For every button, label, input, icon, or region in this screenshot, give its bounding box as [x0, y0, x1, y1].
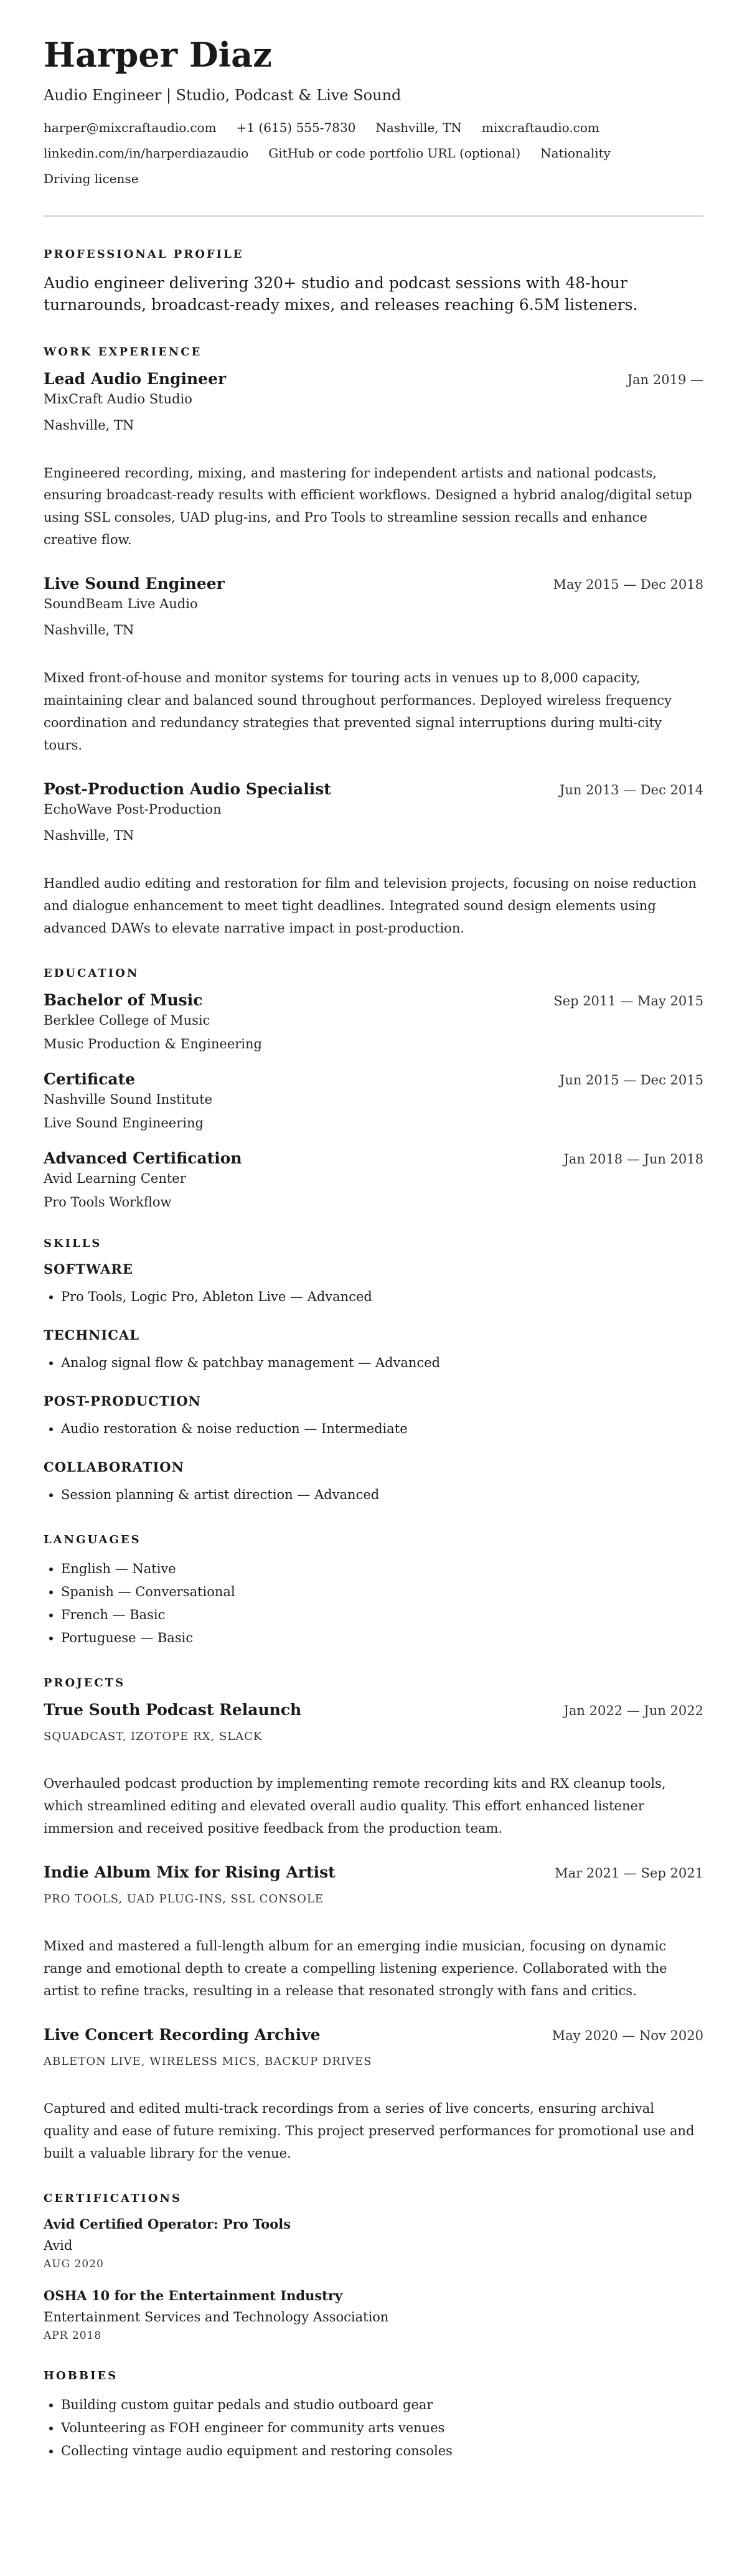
project-entry — [44, 1701, 703, 1840]
job-location: Nashville, TN — [44, 623, 134, 638]
project-dates: May 2020 — Nov 2020 — [552, 2028, 703, 2044]
section-title-projects: PROJECTS — [44, 1676, 126, 1690]
section-title-certifications: CERTIFICATIONS — [44, 2192, 182, 2206]
skill-item: • Pro Tools, Logic Pro, Ableton Live — Advanced — [61, 1286, 703, 1309]
education-entry — [44, 991, 703, 1051]
contact-website[interactable]: mixcraftaudio.com — [481, 120, 599, 135]
contact-github[interactable]: GitHub or code portfolio URL (optional) — [268, 145, 521, 161]
school-name: Avid Learning Center — [44, 1171, 186, 1187]
skill-group — [44, 1393, 703, 1441]
section-title-education: EDUCATION — [44, 967, 139, 980]
project-dates: Mar 2021 — Sep 2021 — [555, 1866, 703, 1881]
certification-name: OSHA 10 for the Entertainment Industry — [44, 2288, 343, 2304]
job-location: Nashville, TN — [44, 417, 134, 433]
job-title: Live Sound Engineer — [44, 575, 225, 593]
skill-item: • Analog signal flow & patchbay management — Advanced — [61, 1351, 703, 1375]
degree-title: Bachelor of Music — [44, 991, 203, 1010]
profile-section — [44, 248, 703, 316]
certification-entry — [44, 2216, 703, 2270]
certifications-section — [44, 2192, 703, 2342]
projects-section — [44, 1676, 703, 2165]
project-tech: PRO TOOLS, UAD PLUG-INS, SSL CONSOLE — [44, 1892, 324, 1906]
section-title-experience: WORK EXPERIENCE — [44, 345, 202, 359]
contact-linkedin[interactable]: linkedin.com/in/harperdiazaudio — [44, 145, 249, 161]
skill-category: TECHNICAL — [44, 1327, 139, 1343]
field-of-study: Live Sound Engineering — [44, 1116, 204, 1131]
language-item: • English — Native — [61, 1558, 703, 1581]
job-company: SoundBeam Live Audio — [44, 596, 198, 612]
hobby-item: • Building custom guitar pedals and studio outboard gear — [61, 2394, 703, 2417]
resume-header — [44, 37, 703, 198]
project-entry — [44, 1863, 703, 2002]
certification-issuer: Entertainment Services and Technology Association — [44, 2310, 389, 2325]
job-description: Mixed front-of-house and monitor systems for touring acts in venues up to 8,000 capacity, maintaining clear and balanced sound throughout performances. Deployed wireless frequency coordination and redundancy strategies that prevented signal interruptions during multi-city tours. — [44, 670, 672, 753]
hobby-list — [44, 2394, 703, 2462]
language-item: • French — Basic — [61, 1604, 703, 1627]
certification-name: Avid Certified Operator: Pro Tools — [44, 2216, 291, 2232]
education-entry — [44, 1149, 703, 1210]
experience-entry — [44, 575, 703, 756]
skills-section — [44, 1237, 703, 1506]
degree-title: Advanced Certification — [44, 1149, 242, 1168]
degree-dates: Jun 2015 — Dec 2015 — [559, 1073, 703, 1088]
skill-group — [44, 1327, 703, 1375]
project-name: True South Podcast Relaunch — [44, 1701, 302, 1719]
section-title-skills: SKILLS — [44, 1237, 102, 1251]
certification-date: AUG 2020 — [44, 2258, 104, 2271]
job-dates: May 2015 — Dec 2018 — [553, 577, 703, 593]
job-dates: Jan 2019 — — [627, 372, 703, 387]
experience-entry — [44, 370, 703, 552]
job-title: Post-Production Audio Specialist — [44, 780, 331, 799]
experience-entry — [44, 780, 703, 939]
certification-date: APR 2018 — [44, 2329, 102, 2343]
project-tech: SQUADCAST, IZOTOPE RX, SLACK — [44, 1730, 263, 1744]
degree-title: Certificate — [44, 1070, 136, 1089]
project-description: Captured and edited multi-track recordings from a series of live concerts, ensuring archival quality and ease of future remixing. This project preserved performances for promotional use and built a valuable library for the venue. — [44, 2101, 695, 2161]
job-dates: Jun 2013 — Dec 2014 — [559, 783, 703, 798]
skill-category: COLLABORATION — [44, 1459, 184, 1475]
contact-nationality: Nationality — [540, 145, 611, 161]
language-item: • Portuguese — Basic — [61, 1627, 703, 1650]
language-list — [44, 1558, 703, 1649]
project-name: Indie Album Mix for Rising Artist — [44, 1863, 336, 1882]
candidate-headline: Audio Engineer | Studio, Podcast & Live Sound — [44, 86, 402, 104]
field-of-study: Pro Tools Workflow — [44, 1195, 172, 1210]
profile-summary: Audio engineer delivering 320+ studio and podcast sessions with 48-hour turnarounds, broadcast-ready mixes, and releases reaching 6.5M listeners. — [44, 273, 638, 314]
job-description: Handled audio editing and restoration for film and television projects, focusing on noise reduction and dialogue enhancement to meet tight deadlines. Integrated sound design elements using advanced DAWs to elevate narrative impact in post-production. — [44, 876, 697, 936]
job-company: MixCraft Audio Studio — [44, 391, 192, 407]
degree-dates: Sep 2011 — May 2015 — [553, 994, 703, 1009]
section-title-languages: LANGUAGES — [44, 1533, 141, 1547]
contact-location: Nashville, TN — [375, 120, 462, 135]
school-name: Nashville Sound Institute — [44, 1092, 213, 1107]
degree-dates: Jan 2018 — Jun 2018 — [563, 1152, 703, 1167]
candidate-name: Harper Diaz — [44, 35, 272, 75]
field-of-study: Music Production & Engineering — [44, 1037, 262, 1052]
school-name: Berklee College of Music — [44, 1013, 210, 1028]
language-item: • Spanish — Conversational — [61, 1581, 703, 1604]
education-entry — [44, 1070, 703, 1131]
job-company: EchoWave Post-Production — [44, 802, 222, 817]
project-name: Live Concert Recording Archive — [44, 2026, 321, 2044]
project-dates: Jan 2022 — Jun 2022 — [563, 1703, 703, 1719]
skill-category: POST-PRODUCTION — [44, 1393, 201, 1409]
certification-entry — [44, 2288, 703, 2342]
education-section — [44, 967, 703, 1210]
skill-group — [44, 1261, 703, 1309]
contact-phone[interactable]: +1 (615) 555-7830 — [236, 120, 356, 135]
job-location: Nashville, TN — [44, 828, 134, 844]
job-title: Lead Audio Engineer — [44, 369, 227, 388]
job-description: Engineered recording, mixing, and mastering for independent artists and national podcasts, ensuring broadcast-ready results with efficient workflows. Designed a hybrid analog/digital setup using SSL consoles, UAD plug-ins, and Pro Tools to streamline session recalls and enhance creative flow. — [44, 465, 692, 547]
skill-item: • Session planning & artist direction — Advanced — [61, 1483, 703, 1507]
project-description: Overhauled podcast production by implementing remote recording kits and RX cleanup tools, which streamlined editing and elevated overall audio quality. This effort enhanced listener immersion and received positive feedback from the production team. — [44, 1776, 666, 1836]
skill-group — [44, 1459, 703, 1507]
skill-category: SOFTWARE — [44, 1261, 133, 1277]
contact-driving-license: Driving license — [44, 171, 139, 186]
hobby-item: • Volunteering as FOH engineer for community arts venues — [61, 2417, 703, 2440]
contact-email[interactable]: harper@mixcraftaudio.com — [44, 120, 217, 135]
section-title-hobbies: HOBBIES — [44, 2369, 118, 2383]
project-tech: ABLETON LIVE, WIRELESS MICS, BACKUP DRIVES — [44, 2055, 372, 2069]
experience-section — [44, 346, 703, 940]
contact-info — [44, 121, 703, 198]
certification-issuer: Avid — [44, 2238, 73, 2254]
header-divider — [44, 215, 703, 217]
project-description: Mixed and mastered a full-length album for an emerging indie musician, focusing on dynamic range and emotional depth to create a compelling listening experience. Collaborated with the artist to refine tracks, resulting in a release that resonated strongly with fans and critics. — [44, 1939, 667, 1998]
project-entry — [44, 2026, 703, 2165]
languages-section — [44, 1533, 703, 1649]
skill-item: • Audio restoration & noise reduction — Intermediate — [61, 1417, 703, 1441]
section-title-profile: PROFESSIONAL PROFILE — [44, 247, 244, 261]
hobbies-section — [44, 2369, 703, 2462]
hobby-item: • Collecting vintage audio equipment and restoring consoles — [61, 2440, 703, 2463]
